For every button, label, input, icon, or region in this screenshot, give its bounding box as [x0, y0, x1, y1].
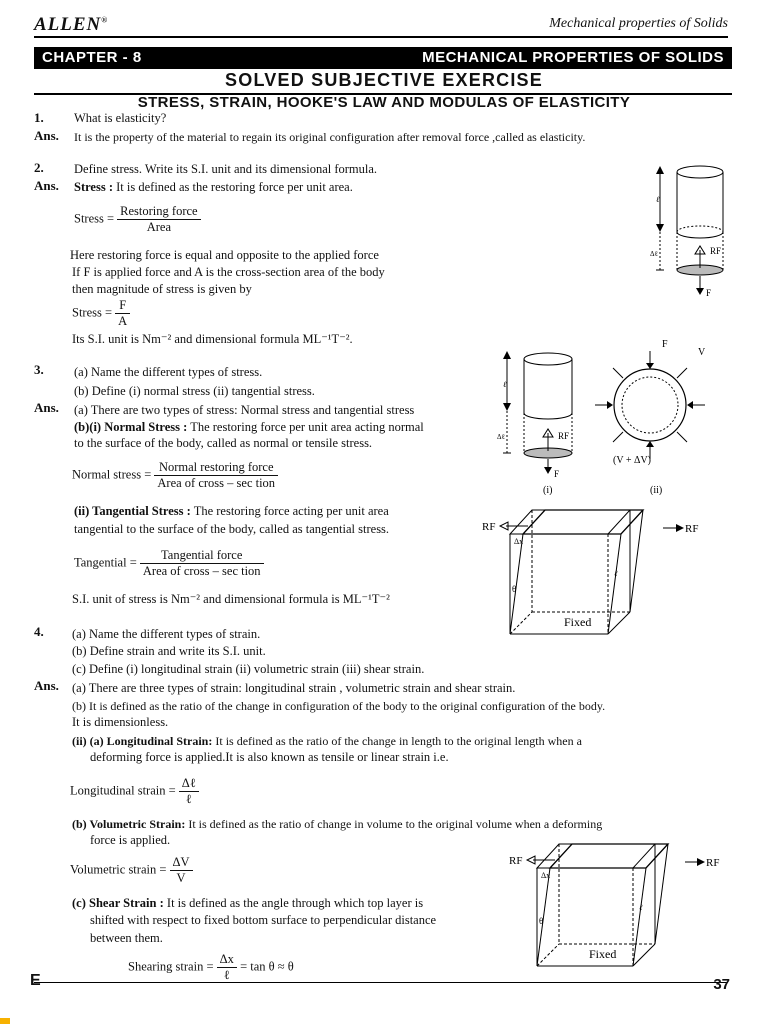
svg-text:(i): (i)	[543, 485, 553, 495]
svg-text:θ: θ	[512, 584, 517, 594]
section-title: STRESS, STRAIN, HOOKE'S LAW AND MODULAS OF ELASTICITY	[137, 94, 631, 111]
allen-logo: ALLEN®	[34, 14, 109, 35]
cylinder-figure	[640, 160, 740, 300]
q4-ans-a: (a) There are three types of strain: longitudinal strain , volumetric strain and shear strain.	[72, 681, 516, 695]
shear-block-figure-1	[478, 504, 718, 644]
q4-ans-b-2: It is dimensionless.	[72, 715, 169, 729]
svg-text:RF: RF	[685, 523, 699, 535]
svg-text:Δℓ: Δℓ	[497, 433, 505, 441]
tangential-stress-def: (ii) Tangential Stress : The restoring force acting per unit area	[74, 504, 389, 518]
svg-text:RF: RF	[558, 431, 570, 441]
q4-part-c: (c) Define (i) longitudinal strain (ii) volumetric strain (iii) shear strain.	[72, 662, 425, 676]
svg-text:RF: RF	[706, 857, 720, 869]
q4-part-a: (a) Name the different types of strain.	[72, 627, 261, 641]
chapter-title: MECHANICAL PROPERTIES OF SOLIDS	[422, 49, 724, 66]
shear-strain-def: (c) Shear Strain : It is defined as the angle through which top layer is	[72, 896, 424, 910]
svg-text:Δx: Δx	[514, 537, 524, 546]
svg-text:θ: θ	[539, 916, 544, 926]
svg-text:ℓ: ℓ	[503, 380, 507, 389]
q4-ans-b: (b) It is defined as the ratio of the change in configuration of the body to the original configuration of the body.	[72, 699, 606, 713]
svg-text:RF: RF	[482, 521, 496, 533]
q4-part-b: (b) Define strain and write its S.I. unit.	[72, 644, 266, 658]
q2-text: Define stress. Write its S.I. unit and its dimensional formula.	[74, 162, 378, 176]
normal-stress-def: (b)(i) Normal Stress : The restoring force per unit area acting normal	[74, 420, 424, 434]
header-rule	[34, 36, 728, 38]
page-number: 37	[713, 976, 730, 993]
chapter-band	[34, 47, 732, 69]
running-title: Mechanical properties of Solids	[549, 16, 728, 31]
q4-number: 4.	[34, 624, 44, 639]
q1-ans-label: Ans.	[34, 128, 59, 143]
svg-text:F: F	[554, 469, 560, 479]
svg-text:Fixed: Fixed	[589, 947, 617, 961]
q3-part-b: (b) Define (i) normal stress (ii) tangential stress.	[74, 384, 315, 398]
fig1-l-label: ℓ	[656, 195, 660, 204]
svg-text:ℓ: ℓ	[639, 903, 643, 912]
volumetric-strain-def: (b) Volumetric Strain: It is defined as the ratio of change in volume to the original volume when a deforming	[72, 817, 603, 831]
svg-text:RF: RF	[509, 855, 523, 867]
q4-ans-label: Ans.	[34, 678, 59, 693]
stress-f-over-a: Stress = $\frac{F}{A}$	[72, 298, 130, 329]
stress-equation: Stress = $\frac{\text{Restoring force}}{\text{Area}}$	[74, 204, 201, 235]
svg-text:V: V	[698, 347, 705, 358]
volumetric-strain-equation: Volumetric strain = $\frac{\Delta V}{V}$	[70, 855, 193, 886]
exercise-title: SOLVED SUBJECTIVE EXERCISE	[225, 70, 543, 90]
svg-text:(V + ΔV): (V + ΔV)	[613, 455, 651, 466]
svg-text:Δx: Δx	[541, 871, 551, 880]
fig1-dl-label: Δℓ	[650, 250, 658, 258]
tangential-stress-equation: Tangential = $\frac{\text{Tangential force}}{\text{Area of cross – sec tion}}$	[74, 548, 264, 579]
shear-strain-def-3: between them.	[90, 931, 163, 945]
svg-text:(ii): (ii)	[650, 485, 663, 495]
q2-ans-label: Ans.	[34, 178, 59, 193]
footer-rule	[34, 982, 728, 983]
corner-mark	[0, 1018, 10, 1024]
tangential-stress-def-2: tangential to the surface of the body, called as tangential stress.	[74, 522, 390, 536]
stress-types-figure	[495, 335, 705, 495]
q2-number: 2.	[34, 160, 44, 175]
longitudinal-strain-def: (ii) (a) Longitudinal Strain: It is defined as the ratio of the change in length to the original length when a	[72, 734, 582, 748]
svg-text:ℓ: ℓ	[614, 569, 618, 578]
shear-block-figure-2	[505, 838, 735, 973]
q2-line3: then magnitude of stress is given by	[72, 282, 252, 296]
chapter-number: CHAPTER - 8	[42, 49, 142, 66]
svg-text:Fixed: Fixed	[564, 615, 592, 629]
footer-letter: E	[30, 972, 41, 989]
q3-ans-a: (a) There are two types of stress: Normal stress and tangential stress	[74, 403, 415, 417]
q3-part-a: (a) Name the different types of stress.	[74, 365, 263, 379]
q3-ans-label: Ans.	[34, 400, 59, 415]
q1-number: 1.	[34, 110, 44, 125]
q2-answer: Stress : It is defined as the restoring force per unit area.	[74, 180, 353, 194]
normal-stress-def-2: to the surface of the body, called as normal or tensile stress.	[74, 436, 373, 450]
normal-stress-equation: Normal stress = $\frac{\text{Normal restoring force}}{\text{Area of cross – sec tion}}$	[72, 460, 278, 491]
q1-answer: It is the property of the material to regain its original configuration after removal force ,called as elasticity.	[74, 130, 586, 144]
fig1-rf-label: RF	[710, 246, 722, 256]
q2-line1: Here restoring force is equal and opposite to the applied force	[70, 248, 379, 262]
svg-text:F: F	[662, 339, 668, 350]
q2-line2: If F is applied force and A is the cross-section area of the body	[72, 265, 385, 279]
volumetric-strain-def-2: force is applied.	[90, 833, 171, 847]
shear-strain-equation: Shearing strain = $\frac{\Delta x}{\text{ℓ}}$ = tan θ ≈ θ	[128, 952, 294, 982]
q3-unit: S.I. unit of stress is Nm⁻² and dimensional formula is ML⁻¹T⁻²	[72, 592, 390, 606]
q1-text: What is elasticity?	[74, 111, 167, 125]
q3-number: 3.	[34, 362, 44, 377]
fig1-f-label: F	[706, 288, 712, 298]
shear-strain-def-2: shifted with respect to fixed bottom surface to perpendicular distance	[90, 913, 437, 927]
longitudinal-strain-equation: Longitudinal strain = $\frac{\text{Δℓ}}{\text{ℓ}}$	[70, 776, 199, 807]
longitudinal-strain-def-2: deforming force is applied.It is also known as tensile or linear strain i.e.	[90, 750, 449, 764]
q2-unit: Its S.I. unit is Nm⁻² and dimensional formula ML⁻¹T⁻².	[72, 332, 353, 346]
